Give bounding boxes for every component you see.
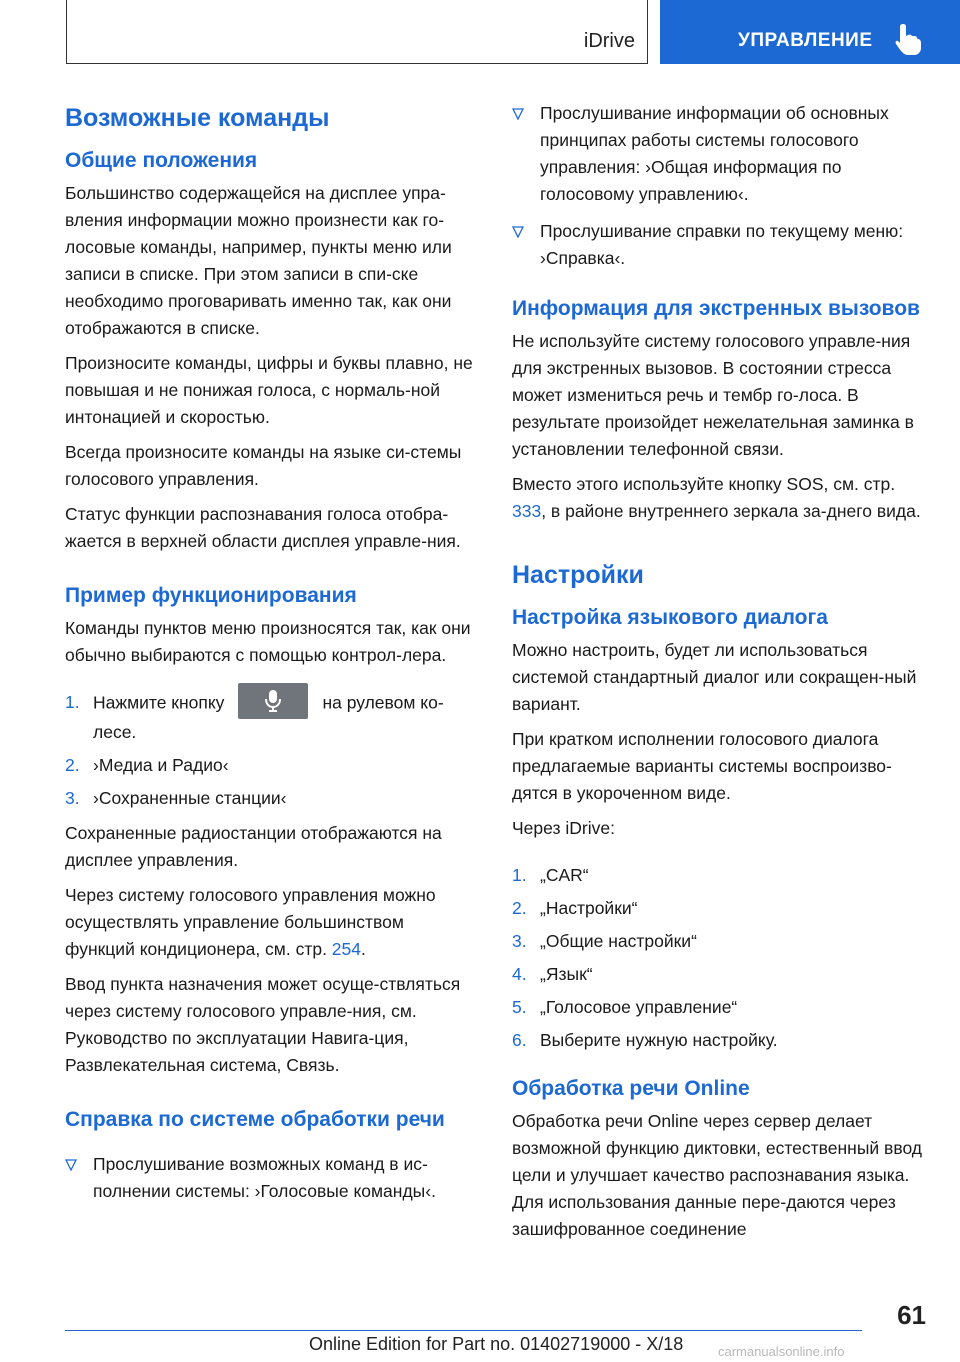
heading-help: Справка по системе обработки речи — [65, 1108, 445, 1131]
left-column — [65, 100, 475, 1215]
help-list — [65, 1151, 475, 1205]
step-text: „Настройки“ — [540, 898, 638, 918]
heading-settings: Настройки — [512, 561, 644, 589]
step-number: 5. — [512, 997, 527, 1017]
step-text: ›Медиа и Радио‹ — [93, 755, 229, 775]
list-item-text: Прослушивание информации об основных принципах работы системы голосового управления: ›Общая информация по голосовому управлению‹. — [540, 103, 889, 204]
list-item — [512, 1027, 930, 1054]
paragraph: Через iDrive: — [512, 818, 615, 838]
step-number: 2. — [512, 898, 527, 918]
paragraph — [65, 882, 475, 963]
heading-example: Пример функционирования — [65, 584, 357, 607]
list-item — [512, 928, 930, 955]
list-item — [512, 895, 930, 922]
page-number: 61 — [897, 1300, 926, 1330]
paragraph: Статус функции распознавания голоса отобра-жается в верхней области дисплея управле-ния. — [65, 504, 461, 551]
step-number: 3. — [65, 788, 80, 808]
list-item — [65, 752, 475, 779]
step-number: 4. — [512, 964, 527, 984]
step-text: на рулевом ко-лесе. — [93, 692, 444, 742]
list-item — [512, 100, 930, 208]
heading-general: Общие положения — [65, 149, 258, 172]
section-title: УПРАВЛЕНИЕ — [738, 30, 873, 51]
paragraph: Команды пунктов меню произносятся так, как они обычно выбираются с помощью контрол-лера. — [65, 618, 471, 665]
heading-language-dialog: Настройка языкового диалога — [512, 606, 828, 629]
paragraph-text: . — [361, 939, 366, 959]
step-text: „Голосовое управление“ — [540, 997, 738, 1017]
voice-button — [238, 683, 308, 719]
step-number: 6. — [512, 1030, 527, 1050]
example-steps — [65, 689, 475, 812]
triangle-bullet-icon — [65, 1159, 77, 1171]
step-text: Нажмите кнопку — [93, 692, 225, 713]
list-item — [65, 689, 475, 746]
right-column — [512, 100, 930, 1251]
step-number: 1. — [65, 692, 80, 712]
step-number: 2. — [65, 755, 80, 775]
list-item — [512, 218, 930, 272]
paragraph: Сохраненные радиостанции отображаются на дисплее управления. — [65, 823, 442, 870]
footer-divider — [65, 1330, 862, 1331]
list-item — [512, 862, 930, 889]
list-item — [512, 961, 930, 988]
step-text: ›Сохраненные станции‹ — [93, 788, 287, 808]
step-number: 3. — [512, 931, 527, 951]
page-link-333[interactable]: 333 — [512, 501, 542, 521]
paragraph: Произносите команды, цифры и буквы плавно, не повышая и не понижая голоса, с нормаль-ной интонацией и скоростью. — [65, 353, 473, 427]
paragraph: Обработка речи Online через сервер делает возможной функцию диктовки, естественный ввод цели и улучшает качество распознавания языка. Для использования данные пере-даются через зашифрованное соединение — [512, 1111, 923, 1239]
header-chapter-box — [66, 0, 648, 64]
heading-possible-commands: Возможные команды — [65, 104, 330, 132]
hand-pointer-icon — [894, 22, 922, 56]
paragraph: Можно настроить, будет ли использоваться системой стандартный диалог или сокращен-ный вариант. — [512, 640, 917, 714]
list-item-text: Прослушивание справки по текущему меню: ›Справка‹. — [540, 221, 904, 268]
chapter-title: iDrive — [583, 30, 635, 52]
step-text: „Общие настройки“ — [540, 931, 697, 951]
heading-emergency: Информация для экстренных вызовов — [512, 297, 920, 320]
list-item — [512, 994, 930, 1021]
list-item — [65, 785, 475, 812]
triangle-bullet-icon — [512, 226, 524, 238]
step-text: „CAR“ — [540, 865, 589, 885]
page-link-254[interactable]: 254 — [331, 939, 361, 959]
paragraph-text: Вместо этого используйте кнопку SOS, см. стр. — [512, 474, 896, 494]
list-item — [65, 1151, 475, 1205]
settings-steps — [512, 862, 930, 1054]
paragraph: Большинство содержащейся на дисплее упра-вления информации можно произнести как го-лосовые команды, например, пункты меню или записи в списке. При этом записи в спи-ске необходимо проговаривать именно так, как они отображаются в списке. — [65, 183, 452, 338]
header-section-tab — [660, 0, 960, 64]
triangle-bullet-icon — [512, 108, 524, 120]
paragraph: Не используйте систему голосового управле-ния для экстренных вызовов. В состоянии стресса может измениться речь и тембр го-лоса. В результате произойдет нежелательная заминка в установлении телефонной связи. — [512, 331, 914, 459]
help-list-continued — [512, 100, 930, 272]
step-text: „Язык“ — [540, 964, 593, 984]
step-number: 1. — [512, 865, 527, 885]
paragraph: Ввод пункта назначения может осуще-ствляться через систему голосового управле-ния, см. Руководство по эксплуатации Навига-ция, Развлекательная система, Связь. — [65, 974, 461, 1075]
paragraph — [512, 471, 930, 525]
paragraph-text: Через систему голосового управления можно осуществлять управление большинством функций кондиционера, см. стр. — [65, 885, 436, 959]
watermark: carmanualsonline.info — [718, 1344, 845, 1359]
list-item-text: Прослушивание возможных команд в ис-полнении системы: ›Голосовые команды‹. — [93, 1154, 436, 1201]
paragraph-text: , в районе внутреннего зеркала за-днего вида. — [541, 501, 921, 521]
edition-note: Online Edition for Part no. 01402719000 - X/18 — [309, 1334, 684, 1354]
heading-online-processing: Обработка речи Online — [512, 1077, 750, 1100]
paragraph: Всегда произносите команды на языке си-стемы голосового управления. — [65, 442, 462, 489]
paragraph: При кратком исполнении голосового диалога предлагаемые варианты системы воспроизво-дятся в укороченном виде. — [512, 729, 892, 803]
microphone-icon — [264, 689, 282, 713]
step-text: Выберите нужную настройку. — [540, 1030, 778, 1050]
